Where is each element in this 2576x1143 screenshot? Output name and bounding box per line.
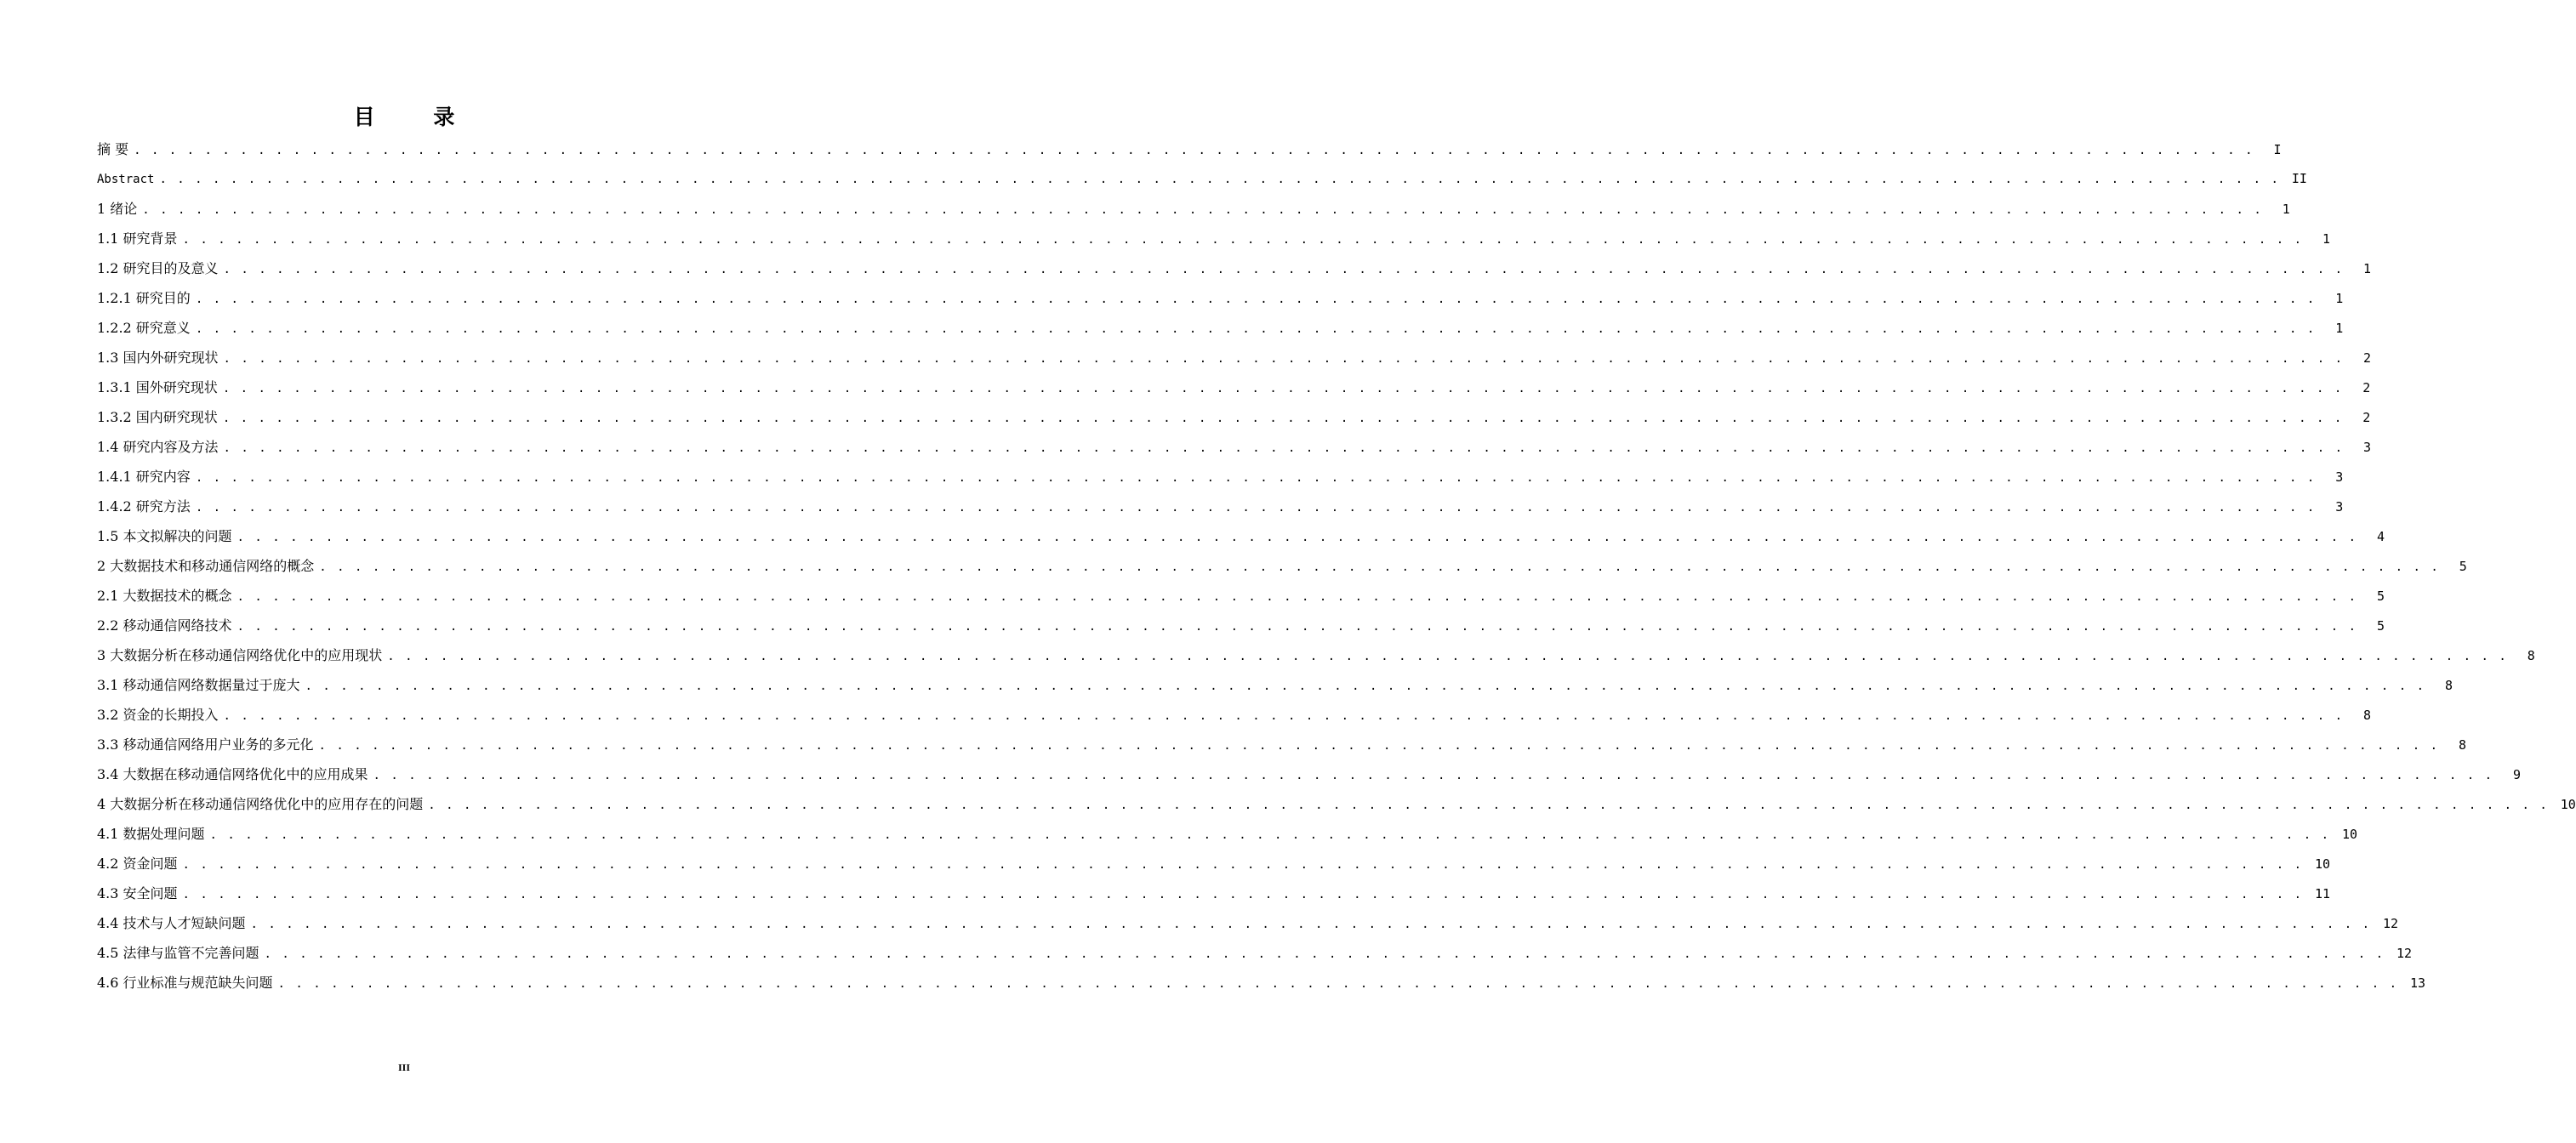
toc-entry[interactable] xyxy=(97,640,2535,670)
toc-leader-dots: . . . . . . . . . . . . . . . . . . . . . . . . . . . . . . . . . . . . . . . . . . . . . . . . . . . . . . . . . . . . . . . . . . . . . . . . . . . . . . . . . . . . . . . . . . . . . . . . . . . . . . . . . . . . . . . . . . . . . . . . xyxy=(182,858,2304,872)
toc-entry-label: 2.1 大数据技术的概念 xyxy=(97,588,232,604)
toc-entry[interactable] xyxy=(97,700,2372,730)
toc-leader-dots: . . . . . . . . . . . . . . . . . . . . . . . . . . . . . . . . . . . . . . . . . . . . . . . . . . . . . . . . . . . . . . . . . . . . . . . . . . . . . . . . . . . . . . . . . . . . . . . . . . . . . . . . . . . . . . . . . . . . . . . . xyxy=(223,263,2345,276)
toc-entry-page: 8 xyxy=(2362,708,2372,723)
toc-entry[interactable] xyxy=(97,134,2282,164)
toc-entry-page: I xyxy=(2273,142,2282,157)
toc-entry[interactable] xyxy=(97,849,2331,879)
toc-leader-dots: . . . . . . . . . . . . . . . . . . . . . . . . . . . . . . . . . . . . . . . . . . . . . . . . . . . . . . . . . . . . . . . . . . . . . . . . . . . . . . . . . . . . . . . . . . . . . . . . . . . . . . . . . . . . . . . . . . . . . . . . xyxy=(237,590,2358,604)
toc-entry[interactable] xyxy=(97,581,2385,611)
toc-leader-dots: . . . . . . . . . . . . . . . . . . . . . . . . . . . . . . . . . . . . . . . . . . . . . . . . . . . . . . . . . . . . . . . . . . . . . . . . . . . . . . . . . . . . . . . . . . . . . . . . . . . . . . . . . . . . . . . . . . . . . . . . xyxy=(428,799,2549,812)
toc-entry-label: 3.2 资金的长期投入 xyxy=(97,707,219,723)
toc-entry[interactable] xyxy=(97,402,2371,432)
toc-entry-page: 3 xyxy=(2362,440,2372,455)
toc-leader-dots: . . . . . . . . . . . . . . . . . . . . . . . . . . . . . . . . . . . . . . . . . . . . . . . . . . . . . . . . . . . . . . . . . . . . . . . . . . . . . . . . . . . . . . . . . . . . . . . . . . . . . . . . . . . . . . . . . . . . . . . . xyxy=(223,709,2345,723)
toc-entry-page: 2 xyxy=(2362,410,2371,425)
toc-entry-label: 2 大数据技术和移动通信网络的概念 xyxy=(97,558,315,574)
toc-leader-dots: . . . . . . . . . . . . . . . . . . . . . . . . . . . . . . . . . . . . . . . . . . . . . . . . . . . . . . . . . . . . . . . . . . . . . . . . . . . . . . . . . . . . . . . . . . . . . . . . . . . . . . . . . . . . . . . . . . . . . . . . xyxy=(159,173,2280,186)
toc-entry-page: 5 xyxy=(2459,559,2467,574)
toc-entry-label: 3.4 大数据在移动通信网络优化中的应用成果 xyxy=(97,766,368,782)
toc-entry-page: 10 xyxy=(2341,827,2358,842)
toc-entry-page: 8 xyxy=(2458,737,2467,753)
toc-entry-page: 1 xyxy=(2335,321,2344,336)
toc-entry-label: Abstract xyxy=(97,173,155,186)
toc-entry-page: 3 xyxy=(2335,469,2344,485)
toc-leader-dots: . . . . . . . . . . . . . . . . . . . . . . . . . . . . . . . . . . . . . . . . . . . . . . . . . . . . . . . . . . . . . . . . . . . . . . . . . . . . . . . . . . . . . . . . . . . . . . . . . . . . . . . . . . . . . . . . . . . . . . . . xyxy=(195,322,2317,336)
toc-entry-label: 3.1 移动通信网络数据量过于庞大 xyxy=(97,677,300,693)
toc-entry-page: 1 xyxy=(2322,231,2331,247)
toc-entry[interactable] xyxy=(97,938,2413,968)
toc-entry-label: 1.2 研究目的及意义 xyxy=(97,260,219,276)
toc-leader-dots: . . . . . . . . . . . . . . . . . . . . . . . . . . . . . . . . . . . . . . . . . . . . . . . . . . . . . . . . . . . . . . . . . . . . . . . . . . . . . . . . . . . . . . . . . . . . . . . . . . . . . . . . . . . . . . . . . . . . . . . . xyxy=(223,352,2345,366)
toc-entry-label: 4.5 法律与监管不完善问题 xyxy=(97,945,259,961)
toc-leader-dots: . . . . . . . . . . . . . . . . . . . . . . . . . . . . . . . . . . . . . . . . . . . . . . . . . . . . . . . . . . . . . . . . . . . . . . . . . . . . . . . . . . . . . . . . . . . . . . . . . . . . . . . . . . . . . . . . . . . . . . . . xyxy=(387,650,2508,663)
toc-leader-dots: . . . . . . . . . . . . . . . . . . . . . . . . . . . . . . . . . . . . . . . . . . . . . . . . . . . . . . . . . . . . . . . . . . . . . . . . . . . . . . . . . . . . . . . . . . . . . . . . . . . . . . . . . . . . . . . . . . . . . . . . xyxy=(373,769,2494,782)
toc-leader-dots: . . . . . . . . . . . . . . . . . . . . . . . . . . . . . . . . . . . . . . . . . . . . . . . . . . . . . . . . . . . . . . . . . . . . . . . . . . . . . . . . . . . . . . . . . . . . . . . . . . . . . . . . . . . . . . . . . . . . . . . . xyxy=(277,977,2399,991)
toc-entry-page: 10 xyxy=(2314,856,2331,872)
toc-entry[interactable] xyxy=(97,194,2290,224)
toc-entry[interactable] xyxy=(97,730,2467,759)
toc-entry-label: 1 绪论 xyxy=(97,201,138,217)
toc-entry[interactable] xyxy=(97,164,2307,194)
toc-entry-label: 1.5 本文拟解决的问题 xyxy=(97,528,232,544)
toc-entry-page: 8 xyxy=(2444,678,2453,693)
toc-entry[interactable] xyxy=(97,253,2372,283)
toc-entry-page: II xyxy=(2291,171,2307,186)
toc-entry[interactable] xyxy=(97,759,2522,789)
toc-entry[interactable] xyxy=(97,224,2331,253)
toc-leader-dots: . . . . . . . . . . . . . . . . . . . . . . . . . . . . . . . . . . . . . . . . . . . . . . . . . . . . . . . . . . . . . . . . . . . . . . . . . . . . . . . . . . . . . . . . . . . . . . . . . . . . . . . . . . . . . . . . . . . . . . . . xyxy=(142,203,2263,217)
toc-leader-dots: . . . . . . . . . . . . . . . . . . . . . . . . . . . . . . . . . . . . . . . . . . . . . . . . . . . . . . . . . . . . . . . . . . . . . . . . . . . . . . . . . . . . . . . . . . . . . . . . . . . . . . . . . . . . . . . . . . . . . . . . xyxy=(223,441,2345,455)
toc-entry[interactable] xyxy=(97,521,2385,551)
toc-entry-label: 4.6 行业标准与规范缺失问题 xyxy=(97,975,273,991)
toc-leader-dots: . . . . . . . . . . . . . . . . . . . . . . . . . . . . . . . . . . . . . . . . . . . . . . . . . . . . . . . . . . . . . . . . . . . . . . . . . . . . . . . . . . . . . . . . . . . . . . . . . . . . . . . . . . . . . . . . . . . . . . . . xyxy=(195,471,2317,485)
toc-entry-page: 3 xyxy=(2335,499,2344,515)
toc-entry-page: 10 xyxy=(2560,797,2576,812)
toc-entry-label: 1.3.2 国内研究现状 xyxy=(97,409,218,425)
toc-entry[interactable] xyxy=(97,611,2385,640)
toc-leader-dots: . . . . . . . . . . . . . . . . . . . . . . . . . . . . . . . . . . . . . . . . . . . . . . . . . . . . . . . . . . . . . . . . . . . . . . . . . . . . . . . . . . . . . . . . . . . . . . . . . . . . . . . . . . . . . . . . . . . . . . . . xyxy=(250,918,2372,931)
toc-entry[interactable] xyxy=(97,789,2576,819)
table-of-contents xyxy=(97,134,2576,998)
toc-entry-page: 13 xyxy=(2409,975,2426,991)
toc-leader-dots: . . . . . . . . . . . . . . . . . . . . . . . . . . . . . . . . . . . . . . . . . . . . . . . . . . . . . . . . . . . . . . . . . . . . . . . . . . . . . . . . . . . . . . . . . . . . . . . . . . . . . . . . . . . . . . . . . . . . . . . . xyxy=(318,739,2440,753)
toc-entry[interactable] xyxy=(97,968,2426,998)
toc-entry-label: 1.2.1 研究目的 xyxy=(97,290,191,306)
toc-entry-page: 5 xyxy=(2376,618,2385,634)
toc-entry-page: 4 xyxy=(2376,529,2385,544)
toc-entry-page: 9 xyxy=(2512,767,2522,782)
toc-entry-label: 1.1 研究背景 xyxy=(97,230,178,247)
toc-entry-label: 4.4 技术与人才短缺问题 xyxy=(97,915,246,931)
toc-entry-page: 1 xyxy=(2362,261,2372,276)
toc-entry-label: 1.3 国内外研究现状 xyxy=(97,350,219,366)
toc-entry-page: 8 xyxy=(2527,648,2535,663)
toc-entry[interactable] xyxy=(97,462,2344,492)
toc-entry[interactable] xyxy=(97,670,2453,700)
toc-entry-page: 12 xyxy=(2382,916,2399,931)
toc-leader-dots: . . . . . . . . . . . . . . . . . . . . . . . . . . . . . . . . . . . . . . . . . . . . . . . . . . . . . . . . . . . . . . . . . . . . . . . . . . . . . . . . . . . . . . . . . . . . . . . . . . . . . . . . . . . . . . . . . . . . . . . . xyxy=(195,501,2317,515)
toc-entry[interactable] xyxy=(97,908,2399,938)
page-title: 目 录 xyxy=(353,105,481,129)
toc-leader-dots: . . . . . . . . . . . . . . . . . . . . . . . . . . . . . . . . . . . . . . . . . . . . . . . . . . . . . . . . . . . . . . . . . . . . . . . . . . . . . . . . . . . . . . . . . . . . . . . . . . . . . . . . . . . . . . . . . . . . . . . . xyxy=(209,828,2331,842)
toc-entry-page: 11 xyxy=(2314,886,2331,901)
toc-entry-label: 1.2.2 研究意义 xyxy=(97,320,191,336)
toc-entry-label: 1.3.1 国外研究现状 xyxy=(97,379,218,395)
toc-entry[interactable] xyxy=(97,283,2344,313)
toc-entry[interactable] xyxy=(97,313,2344,343)
toc-entry-label: 1.4 研究内容及方法 xyxy=(97,439,219,455)
toc-entry[interactable] xyxy=(97,492,2344,521)
toc-entry[interactable] xyxy=(97,343,2372,372)
toc-leader-dots: . . . . . . . . . . . . . . . . . . . . . . . . . . . . . . . . . . . . . . . . . . . . . . . . . . . . . . . . . . . . . . . . . . . . . . . . . . . . . . . . . . . . . . . . . . . . . . . . . . . . . . . . . . . . . . . . . . . . . . . . xyxy=(182,888,2304,901)
toc-entry-label: 4.2 资金问题 xyxy=(97,856,178,872)
toc-entry-page: 2 xyxy=(2362,380,2371,395)
toc-leader-dots: . . . . . . . . . . . . . . . . . . . . . . . . . . . . . . . . . . . . . . . . . . . . . . . . . . . . . . . . . . . . . . . . . . . . . . . . . . . . . . . . . . . . . . . . . . . . . . . . . . . . . . . . . . . . . . . . . . . . . . . . xyxy=(237,620,2358,634)
toc-entry-label: 4.1 数据处理问题 xyxy=(97,826,205,842)
toc-leader-dots: . . . . . . . . . . . . . . . . . . . . . . . . . . . . . . . . . . . . . . . . . . . . . . . . . . . . . . . . . . . . . . . . . . . . . . . . . . . . . . . . . . . . . . . . . . . . . . . . . . . . . . . . . . . . . . . . . . . . . . . . xyxy=(182,233,2304,247)
toc-entry-label: 3.3 移动通信网络用户业务的多元化 xyxy=(97,736,314,753)
toc-leader-dots: . . . . . . . . . . . . . . . . . . . . . . . . . . . . . . . . . . . . . . . . . . . . . . . . . . . . . . . . . . . . . . . . . . . . . . . . . . . . . . . . . . . . . . . . . . . . . . . . . . . . . . . . . . . . . . . . . . . . . . . . xyxy=(134,144,2254,157)
toc-entry-page: 5 xyxy=(2376,589,2385,604)
toc-entry[interactable] xyxy=(97,819,2358,849)
toc-leader-dots: . . . . . . . . . . . . . . . . . . . . . . . . . . . . . . . . . . . . . . . . . . . . . . . . . . . . . . . . . . . . . . . . . . . . . . . . . . . . . . . . . . . . . . . . . . . . . . . . . . . . . . . . . . . . . . . . . . . . . . . . xyxy=(222,412,2344,425)
toc-entry-page: 1 xyxy=(2335,291,2344,306)
toc-leader-dots: . . . . . . . . . . . . . . . . . . . . . . . . . . . . . . . . . . . . . . . . . . . . . . . . . . . . . . . . . . . . . . . . . . . . . . . . . . . . . . . . . . . . . . . . . . . . . . . . . . . . . . . . . . . . . . . . . . . . . . . . xyxy=(237,531,2358,544)
toc-leader-dots: . . . . . . . . . . . . . . . . . . . . . . . . . . . . . . . . . . . . . . . . . . . . . . . . . . . . . . . . . . . . . . . . . . . . . . . . . . . . . . . . . . . . . . . . . . . . . . . . . . . . . . . . . . . . . . . . . . . . . . . . xyxy=(319,560,2440,574)
toc-leader-dots: . . . . . . . . . . . . . . . . . . . . . . . . . . . . . . . . . . . . . . . . . . . . . . . . . . . . . . . . . . . . . . . . . . . . . . . . . . . . . . . . . . . . . . . . . . . . . . . . . . . . . . . . . . . . . . . . . . . . . . . . xyxy=(222,382,2344,395)
toc-entry-label: 4.3 安全问题 xyxy=(97,885,178,901)
toc-entry-label: 1.4.2 研究方法 xyxy=(97,498,191,515)
page-number: III xyxy=(397,1061,410,1073)
toc-entry[interactable] xyxy=(97,551,2467,581)
toc-entry[interactable] xyxy=(97,879,2331,908)
toc-entry-label: 1.4.1 研究内容 xyxy=(97,469,191,485)
toc-entry[interactable] xyxy=(97,372,2371,402)
toc-entry-label: 4 大数据分析在移动通信网络优化中的应用存在的问题 xyxy=(97,796,424,812)
toc-entry-page: 1 xyxy=(2282,202,2290,217)
toc-entry-page: 2 xyxy=(2362,350,2372,366)
toc-entry-page: 12 xyxy=(2396,946,2413,961)
toc-entry[interactable] xyxy=(97,432,2372,462)
toc-leader-dots: . . . . . . . . . . . . . . . . . . . . . . . . . . . . . . . . . . . . . . . . . . . . . . . . . . . . . . . . . . . . . . . . . . . . . . . . . . . . . . . . . . . . . . . . . . . . . . . . . . . . . . . . . . . . . . . . . . . . . . . . xyxy=(195,293,2317,306)
toc-entry-label: 摘 要 xyxy=(97,141,129,157)
toc-entry-label: 3 大数据分析在移动通信网络优化中的应用现状 xyxy=(97,647,383,663)
toc-entry-label: 2.2 移动通信网络技术 xyxy=(97,617,232,634)
toc-leader-dots: . . . . . . . . . . . . . . . . . . . . . . . . . . . . . . . . . . . . . . . . . . . . . . . . . . . . . . . . . . . . . . . . . . . . . . . . . . . . . . . . . . . . . . . . . . . . . . . . . . . . . . . . . . . . . . . . . . . . . . . . xyxy=(305,680,2426,693)
toc-leader-dots: . . . . . . . . . . . . . . . . . . . . . . . . . . . . . . . . . . . . . . . . . . . . . . . . . . . . . . . . . . . . . . . . . . . . . . . . . . . . . . . . . . . . . . . . . . . . . . . . . . . . . . . . . . . . . . . . . . . . . . . . xyxy=(264,947,2385,961)
